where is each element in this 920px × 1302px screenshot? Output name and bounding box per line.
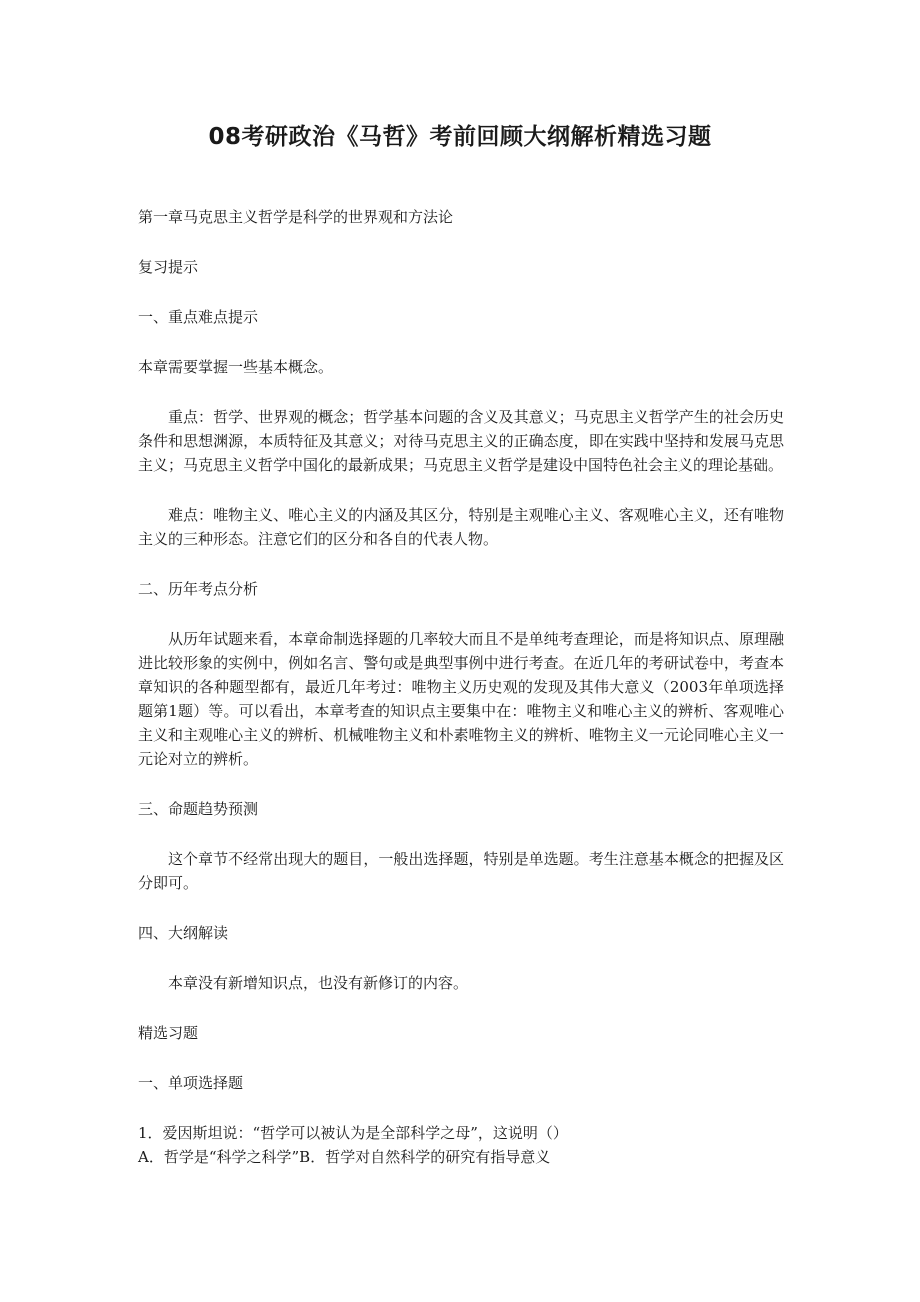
chapter-title: 第一章马克思主义哲学是科学的世界观和方法论 — [138, 208, 454, 226]
section2-body: 从历年试题来看，本章命制选择题的几率较大而且不是单纯考查理论，而是将知识点、原理融进比较形象的实例中，例如名言、警句或是典型事例中进行考查。在近几年的考研试卷中，考查本章知识的各种题型都有，最近几年考过：唯物主义历史观的发现及其伟大意义（2003年单项选择题第1题）等。可以看出，本章考查的知识点主要集中在：唯物主义和唯心主义的辨析、客观唯心主义和主观唯心主义的辨析、机械唯物主义和朴素唯物主义的辨析、唯物主义一元论同唯心主义一元论对立的辨析。 — [138, 630, 784, 768]
document-title: 08考研政治《马哲》考前回顾大纲解析精选习题 — [208, 124, 712, 150]
section1-heading: 一、重点难点提示 — [138, 308, 259, 326]
section4-body: 本章没有新增知识点，也没有新修订的内容。 — [168, 974, 469, 992]
review-tips-heading: 复习提示 — [138, 258, 199, 276]
section2-heading: 二、历年考点分析 — [138, 580, 259, 598]
section1-intro: 本章需要掌握一些基本概念。 — [138, 358, 334, 376]
section3-heading: 三、命题趋势预测 — [138, 800, 259, 818]
question-1-options: A．哲学是“科学之科学”B．哲学对自然科学的研究有指导意义 — [138, 1148, 551, 1166]
section4-heading: 四、大纲解读 — [138, 924, 229, 942]
section1-difficult-points: 难点：唯物主义、唯心主义的内涵及其区分，特别是主观唯心主义、客观唯心主义，还有唯物主义的三种形态。注意它们的区分和各自的代表人物。 — [138, 506, 784, 548]
question-1: 1．爱因斯坦说：“哲学可以被认为是全部科学之母”，这说明（） — [138, 1124, 568, 1142]
section3-body: 这个章节不经常出现大的题目，一般出选择题，特别是单选题。考生注意基本概念的把握及区分即可。 — [138, 850, 784, 892]
single-choice-heading: 一、单项选择题 — [138, 1074, 244, 1092]
section1-key-points: 重点：哲学、世界观的概念；哲学基本问题的含义及其意义；马克思主义哲学产生的社会历史条件和思想渊源，本质特征及其意义；对待马克思主义的正确态度，即在实践中坚持和发展马克思主义；马克思主义哲学中国化的最新成果；马克思主义哲学是建设中国特色社会主义的理论基础。 — [138, 408, 784, 474]
document-body — [138, 205, 784, 1169]
exercises-heading: 精选习题 — [138, 1024, 199, 1042]
